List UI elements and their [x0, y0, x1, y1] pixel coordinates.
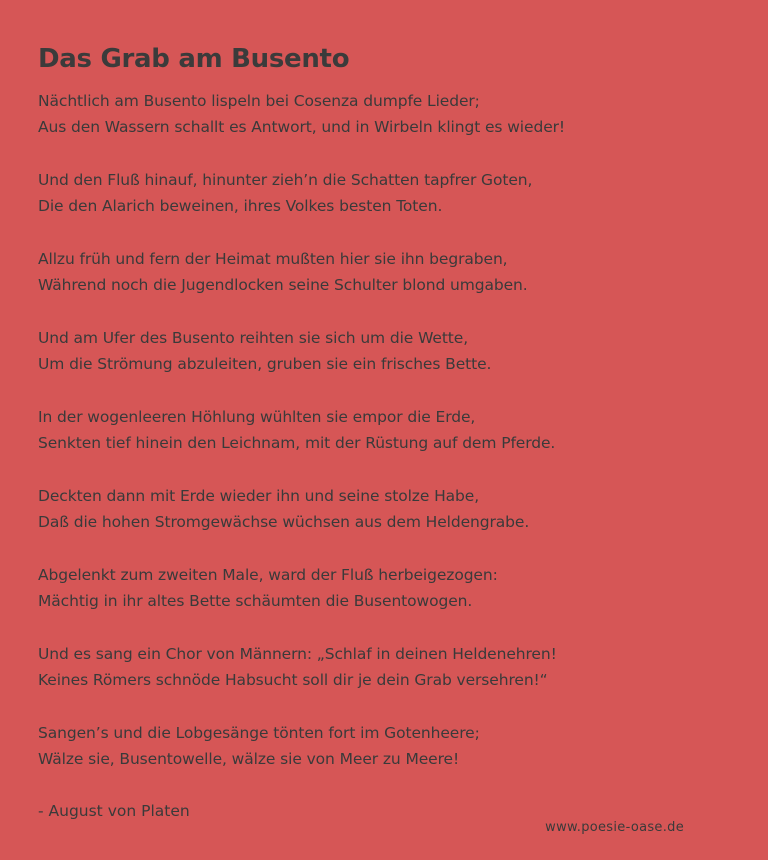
poem-line: Und den Fluß hinauf, hinunter zieh’n die Schatten tapfrer Goten,	[38, 171, 533, 189]
stanza-9	[38, 720, 768, 772]
stanza-8	[38, 641, 768, 693]
poem-line: Während noch die Jugendlocken seine Schulter blond umgaben.	[38, 276, 528, 294]
poem-line: Sangen’s und die Lobgesänge tönten fort im Gotenheere;	[38, 724, 480, 742]
poem-line: Deckten dann mit Erde wieder ihn und seine stolze Habe,	[38, 487, 480, 505]
poem-line: Senkten tief hinein den Leichnam, mit der Rüstung auf dem Pferde.	[38, 434, 556, 452]
poem-line: Und es sang ein Chor von Männern: „Schlaf in deinen Heldenehren!	[38, 645, 557, 663]
stanza-6	[38, 483, 768, 535]
poem-line: Mächtig in ihr altes Bette schäumten die Busentowogen.	[38, 592, 473, 610]
stanza-5	[38, 404, 768, 456]
poem-line: Um die Strömung abzuleiten, gruben sie ein frisches Bette.	[38, 355, 492, 373]
website-watermark: www.poesie-oase.de	[545, 820, 684, 835]
poem-line: In der wogenleeren Höhlung wühlten sie empor die Erde,	[38, 408, 476, 426]
stanza-2	[38, 167, 768, 219]
poem-line: Wälze sie, Busentowelle, wälze sie von Meer zu Meere!	[38, 750, 460, 768]
poem-title: Das Grab am Busento	[38, 44, 350, 74]
poem-line: Abgelenkt zum zweiten Male, ward der Fluß herbeigezogen:	[38, 566, 498, 584]
stanza-1	[38, 88, 768, 140]
poem-line: Allzu früh und fern der Heimat mußten hier sie ihn begraben,	[38, 250, 508, 268]
poem-line: Die den Alarich beweinen, ihres Volkes besten Toten.	[38, 197, 443, 215]
stanza-7	[38, 562, 768, 614]
poem-line: Keines Römers schnöde Habsucht soll dir je dein Grab versehren!“	[38, 671, 548, 689]
stanza-4	[38, 325, 768, 377]
poem-line: Daß die hohen Stromgewächse wüchsen aus dem Heldengrabe.	[38, 513, 530, 531]
poem-author: - August von Platen	[38, 802, 190, 820]
stanza-3	[38, 246, 768, 298]
poem-line: Und am Ufer des Busento reihten sie sich um die Wette,	[38, 329, 469, 347]
poem-line: Nächtlich am Busento lispeln bei Cosenza dumpfe Lieder;	[38, 92, 480, 110]
poem-line: Aus den Wassern schallt es Antwort, und in Wirbeln klingt es wieder!	[38, 118, 566, 136]
